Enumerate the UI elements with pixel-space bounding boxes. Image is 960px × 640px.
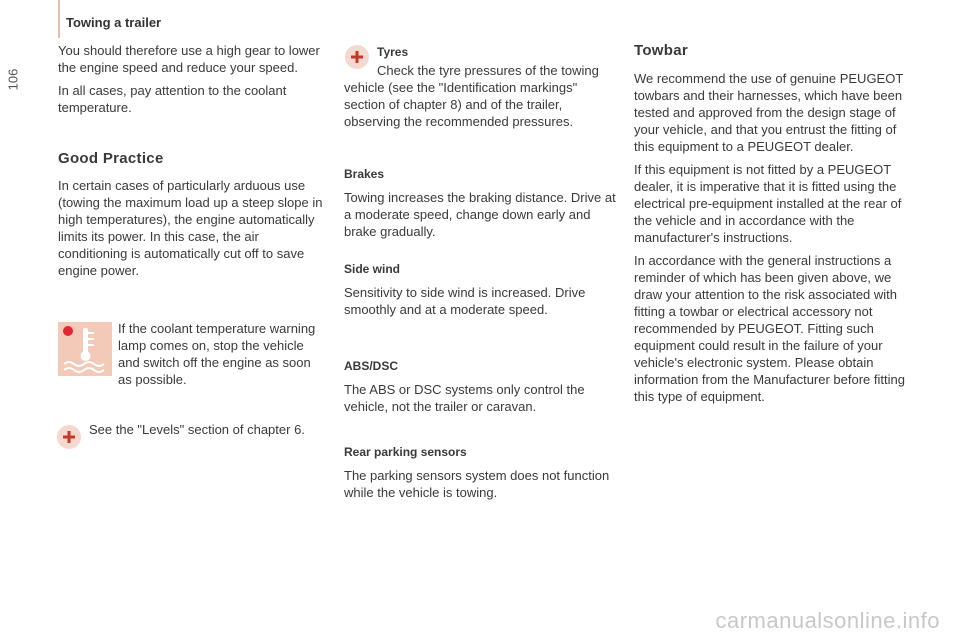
side-wind-section	[344, 261, 619, 318]
header-accent-bar	[58, 0, 60, 38]
tyres-text: Check the tyre pressures of the towing vehicle (see the "Identification markings" section of chapter 8) and of the trailer, observing the recommended pressures.	[344, 63, 599, 129]
side-wind-text: Sensitivity to side wind is increased. Drive smoothly and at a moderate speed.	[344, 285, 586, 317]
coolant-temperature-warning-icon	[58, 322, 112, 376]
paragraph-high-gear: You should therefore use a high gear to lower the engine speed and reduce your speed.	[58, 43, 320, 75]
rear-parking-heading: Rear parking sensors	[344, 445, 467, 459]
towbar-paragraph-2: If this equipment is not fitted by a PEUGEOT dealer, it is imperative that it is fitted using the electrical pre-equipment installed at the rear of the vehicle and in accordance with the manufacturer's instructions.	[634, 162, 902, 245]
page-number-wrap	[2, 60, 30, 100]
coolant-warning-text: If the coolant temperature warning lamp comes on, stop the vehicle and switch off the engine as soon as possible.	[118, 321, 316, 387]
abs-dsc-text: The ABS or DSC systems only control the vehicle, not the trailer or caravan.	[344, 382, 585, 414]
brakes-heading: Brakes	[344, 167, 385, 181]
abs-dsc-heading: ABS/DSC	[344, 359, 399, 373]
good-practice-heading: Good Practice	[58, 150, 164, 167]
plus-icon	[57, 425, 81, 449]
tyres-heading: Tyres	[377, 45, 409, 59]
brakes-section	[344, 166, 619, 240]
abs-dsc-section	[344, 358, 619, 415]
towbar-paragraph-1: We recommend the use of genuine PEUGEOT towbars and their harnesses, which have been tested and approved from the design stage of your vehicle, and that you entrust the fitting of this equipment to a PEUGEOT dealer.	[634, 71, 904, 154]
brakes-text: Towing increases the braking distance. Drive at a moderate speed, change down early and brake gradually.	[344, 190, 616, 239]
rear-parking-section	[344, 444, 619, 501]
side-wind-heading: Side wind	[344, 262, 401, 276]
towbar-paragraph-3: In accordance with the general instructions a reminder of which has been given above, we draw your attention to the risk associated with fitting a towbar or electrical accessory not recommended by PEUGEOT. Fitting such equipment could result in the failure of your vehicle's electronic system. Please obtain information from the Manufacturer before fitting this type of equipment.	[634, 253, 905, 404]
rear-parking-text: The parking sensors system does not function while the vehicle is towing.	[344, 468, 610, 500]
page-number: 106	[5, 68, 21, 91]
see-levels-note: See the "Levels" section of chapter 6.	[89, 422, 305, 437]
towbar-heading: Towbar	[634, 42, 689, 59]
good-practice-section	[58, 150, 328, 279]
paragraph-coolant: In all cases, pay attention to the coolant temperature.	[58, 83, 287, 115]
column-left	[58, 42, 328, 122]
page-section-title: Towing a trailer	[66, 15, 162, 30]
good-practice-text: In certain cases of particularly arduous use (towing the maximum load up a steep slope in high temperatures), the engine automatically limits its power. In this case, the air conditioning is automatically cut off to save engine power.	[58, 178, 323, 278]
column-right	[634, 42, 914, 411]
watermark: carmanualsonline.info	[715, 608, 940, 633]
